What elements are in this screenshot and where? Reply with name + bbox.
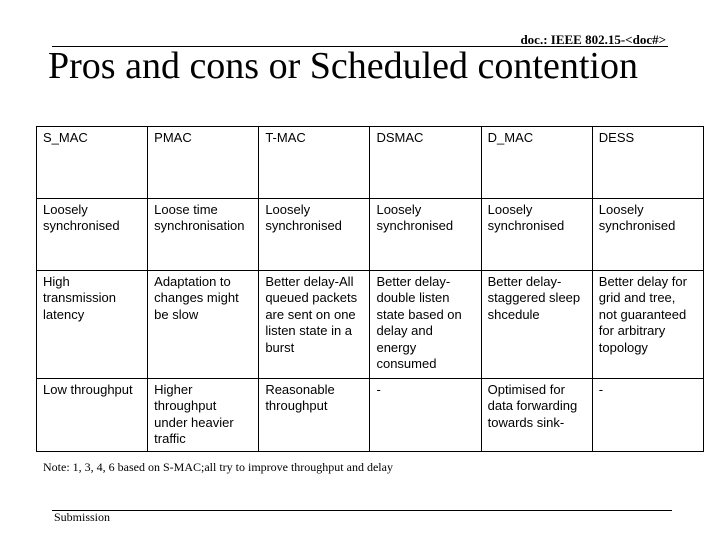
table-cell: Loosely synchronised bbox=[592, 199, 703, 271]
footnote: Note: 1, 3, 4, 6 based on S-MAC;all try to improve throughput and delay bbox=[43, 460, 393, 474]
table-cell: - bbox=[370, 379, 481, 452]
table-cell: Reasonable throughput bbox=[259, 379, 370, 452]
table-cell: D_MAC bbox=[481, 127, 592, 199]
table-cell: Loosely synchronised bbox=[370, 199, 481, 271]
table-cell: Optimised for data forwarding towards sink- bbox=[481, 379, 592, 452]
table-row bbox=[37, 127, 704, 199]
document-id: doc.: IEEE 802.15-<doc#> bbox=[520, 32, 666, 47]
table-cell: Better delay- staggered sleep shcedule bbox=[481, 271, 592, 379]
footer-submission: Submission bbox=[54, 510, 111, 524]
comparison-table bbox=[36, 126, 704, 452]
table-row bbox=[37, 271, 704, 379]
table-cell: DSMAC bbox=[370, 127, 481, 199]
table-row bbox=[37, 379, 704, 452]
table-row bbox=[37, 199, 704, 271]
table-cell: Better delay-All queued packets are sent on one listen state in a burst bbox=[259, 271, 370, 379]
slide-title: Pros and cons or Scheduled contention bbox=[48, 45, 638, 87]
table-cell: Loosely synchronised bbox=[481, 199, 592, 271]
table-cell: Better delay- double listen state based on delay and energy consumed bbox=[370, 271, 481, 379]
footer-divider bbox=[52, 510, 672, 511]
table-cell: Higher throughput under heavier traffic bbox=[148, 379, 259, 452]
table-cell: T-MAC bbox=[259, 127, 370, 199]
table-cell: Better delay for grid and tree, not guaranteed for arbitrary topology bbox=[592, 271, 703, 379]
table-cell: PMAC bbox=[148, 127, 259, 199]
table-cell: Adaptation to changes might be slow bbox=[148, 271, 259, 379]
table-cell: Loose time synchronisation bbox=[148, 199, 259, 271]
table-cell: Loosely synchronised bbox=[37, 199, 148, 271]
table-cell: - bbox=[592, 379, 703, 452]
table-cell: High transmission latency bbox=[37, 271, 148, 379]
table-cell: Loosely synchronised bbox=[259, 199, 370, 271]
table-cell: S_MAC bbox=[37, 127, 148, 199]
table-cell: Low throughput bbox=[37, 379, 148, 452]
table-cell: DESS bbox=[592, 127, 703, 199]
